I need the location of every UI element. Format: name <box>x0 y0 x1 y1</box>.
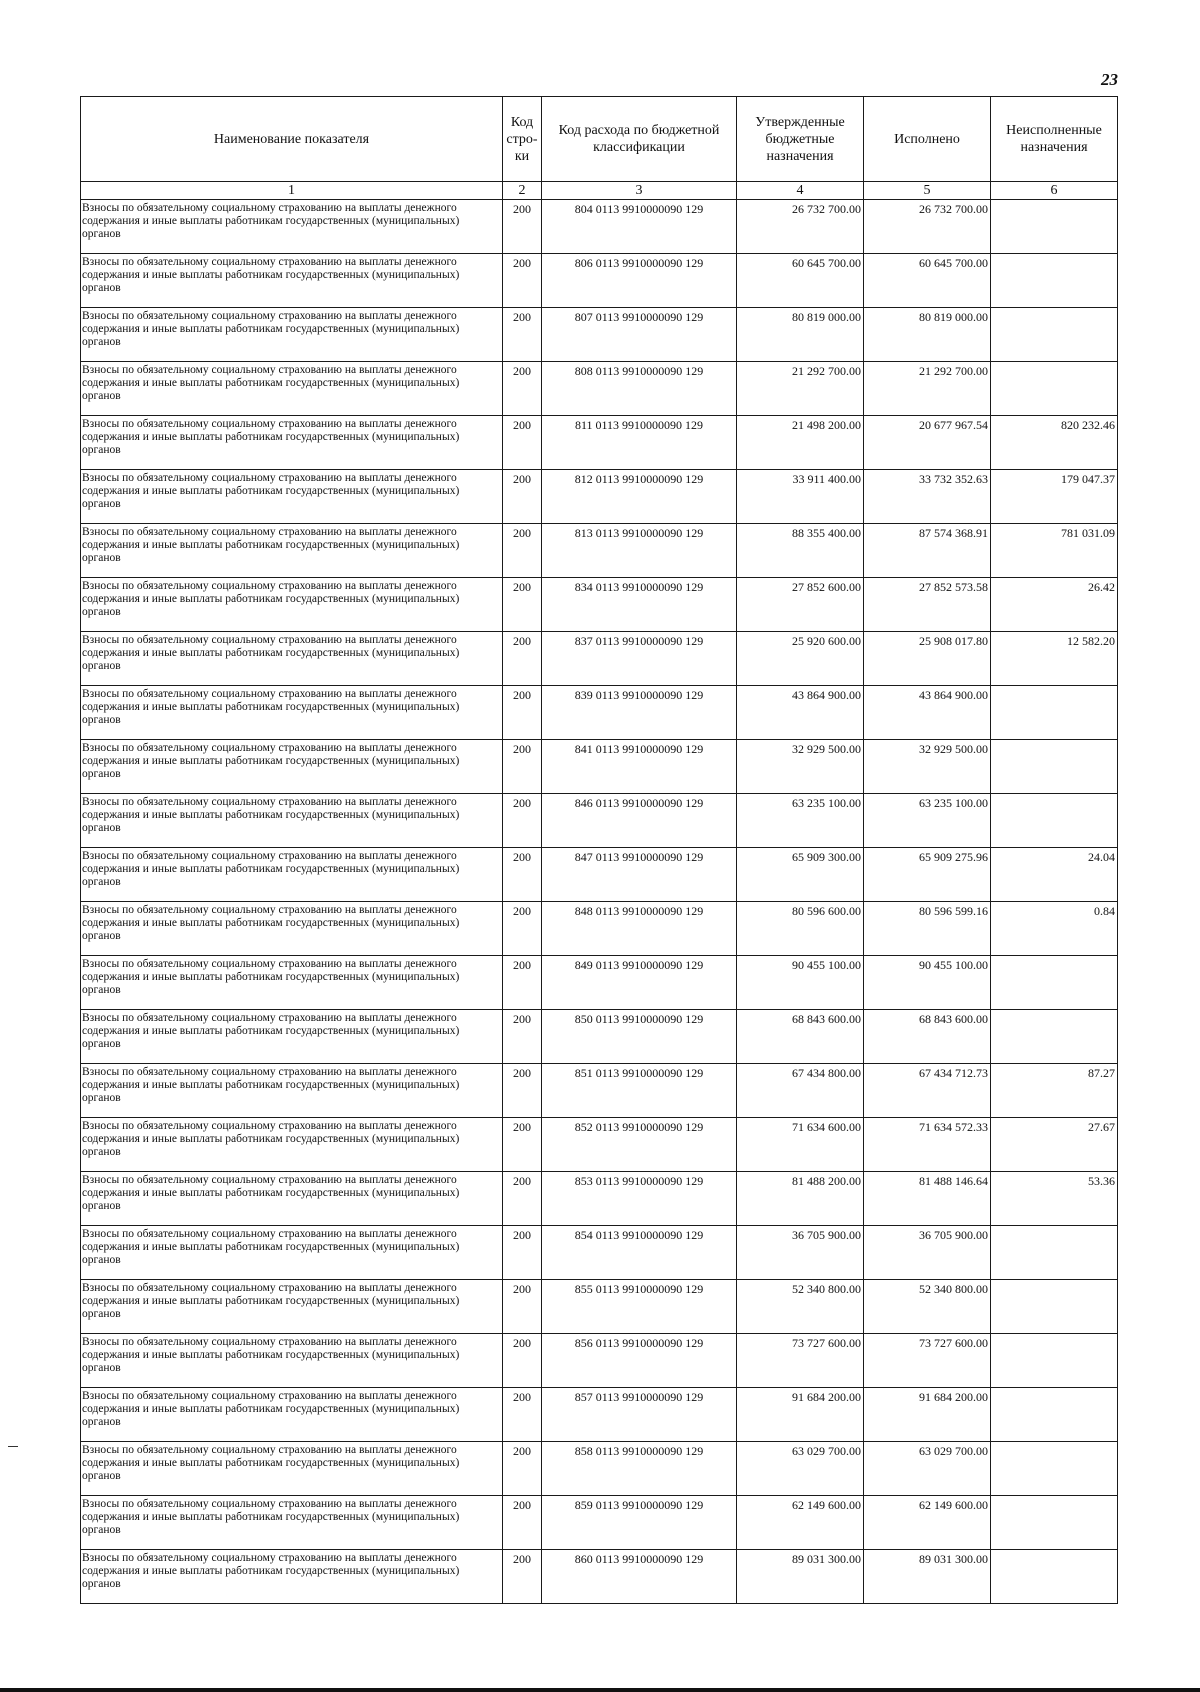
row-expense-code: 857 0113 9910000090 129 <box>542 1388 737 1442</box>
row-expense-code: 848 0113 9910000090 129 <box>542 902 737 956</box>
row-approved-amount: 43 864 900.00 <box>737 686 864 740</box>
table-row <box>81 1550 1118 1604</box>
row-indicator-name: Взносы по обязательному социальному страхованию на выплаты денежного содержания и иные выплаты работникам государственных (муниципальных) органов <box>81 578 503 632</box>
row-approved-amount: 89 031 300.00 <box>737 1550 864 1604</box>
row-expense-code: 854 0113 9910000090 129 <box>542 1226 737 1280</box>
header-approved: Утвержденные бюджетные назначения <box>737 97 864 182</box>
table-row <box>81 362 1118 416</box>
row-executed-amount: 80 819 000.00 <box>864 308 991 362</box>
row-approved-amount: 25 920 600.00 <box>737 632 864 686</box>
page-number: 23 <box>1101 70 1118 89</box>
column-number: 1 <box>81 182 503 200</box>
row-executed-amount: 60 645 700.00 <box>864 254 991 308</box>
row-expense-code: 851 0113 9910000090 129 <box>542 1064 737 1118</box>
table-body <box>81 200 1118 1604</box>
row-unexecuted-amount <box>991 362 1118 416</box>
row-line-code: 200 <box>503 686 542 740</box>
row-approved-amount: 68 843 600.00 <box>737 1010 864 1064</box>
row-approved-amount: 21 498 200.00 <box>737 416 864 470</box>
row-approved-amount: 32 929 500.00 <box>737 740 864 794</box>
row-executed-amount: 43 864 900.00 <box>864 686 991 740</box>
row-expense-code: 808 0113 9910000090 129 <box>542 362 737 416</box>
table-row <box>81 794 1118 848</box>
row-unexecuted-amount: 27.67 <box>991 1118 1118 1172</box>
row-expense-code: 804 0113 9910000090 129 <box>542 200 737 254</box>
row-line-code: 200 <box>503 902 542 956</box>
row-unexecuted-amount <box>991 956 1118 1010</box>
table-row <box>81 956 1118 1010</box>
row-indicator-name: Взносы по обязательному социальному страхованию на выплаты денежного содержания и иные выплаты работникам государственных (муниципальных) органов <box>81 1118 503 1172</box>
row-unexecuted-amount: 53.36 <box>991 1172 1118 1226</box>
table-row <box>81 1010 1118 1064</box>
row-line-code: 200 <box>503 524 542 578</box>
row-unexecuted-amount <box>991 1010 1118 1064</box>
row-indicator-name: Взносы по обязательному социальному страхованию на выплаты денежного содержания и иные выплаты работникам государственных (муниципальных) органов <box>81 1226 503 1280</box>
column-number: 3 <box>542 182 737 200</box>
row-approved-amount: 90 455 100.00 <box>737 956 864 1010</box>
row-expense-code: 856 0113 9910000090 129 <box>542 1334 737 1388</box>
row-unexecuted-amount <box>991 254 1118 308</box>
row-expense-code: 813 0113 9910000090 129 <box>542 524 737 578</box>
row-unexecuted-amount <box>991 1550 1118 1604</box>
table-row <box>81 1442 1118 1496</box>
row-executed-amount: 63 029 700.00 <box>864 1442 991 1496</box>
row-indicator-name: Взносы по обязательному социальному страхованию на выплаты денежного содержания и иные выплаты работникам государственных (муниципальных) органов <box>81 308 503 362</box>
row-expense-code: 839 0113 9910000090 129 <box>542 686 737 740</box>
header-unexecuted: Неисполненные назначения <box>991 97 1118 182</box>
table-row <box>81 524 1118 578</box>
row-expense-code: 811 0113 9910000090 129 <box>542 416 737 470</box>
row-expense-code: 847 0113 9910000090 129 <box>542 848 737 902</box>
row-line-code: 200 <box>503 956 542 1010</box>
table-row <box>81 578 1118 632</box>
row-line-code: 200 <box>503 1010 542 1064</box>
row-unexecuted-amount: 179 047.37 <box>991 470 1118 524</box>
row-indicator-name: Взносы по обязательному социальному страхованию на выплаты денежного содержания и иные выплаты работникам государственных (муниципальных) органов <box>81 1550 503 1604</box>
row-approved-amount: 81 488 200.00 <box>737 1172 864 1226</box>
row-unexecuted-amount: 781 031.09 <box>991 524 1118 578</box>
row-executed-amount: 36 705 900.00 <box>864 1226 991 1280</box>
row-approved-amount: 63 029 700.00 <box>737 1442 864 1496</box>
row-line-code: 200 <box>503 1496 542 1550</box>
row-executed-amount: 80 596 599.16 <box>864 902 991 956</box>
row-approved-amount: 26 732 700.00 <box>737 200 864 254</box>
row-indicator-name: Взносы по обязательному социальному страхованию на выплаты денежного содержания и иные выплаты работникам государственных (муниципальных) органов <box>81 200 503 254</box>
table-row <box>81 470 1118 524</box>
row-indicator-name: Взносы по обязательному социальному страхованию на выплаты денежного содержания и иные выплаты работникам государственных (муниципальных) органов <box>81 1334 503 1388</box>
row-indicator-name: Взносы по обязательному социальному страхованию на выплаты денежного содержания и иные выплаты работникам государственных (муниципальных) органов <box>81 1010 503 1064</box>
row-expense-code: 846 0113 9910000090 129 <box>542 794 737 848</box>
table-row <box>81 416 1118 470</box>
row-unexecuted-amount <box>991 1442 1118 1496</box>
row-indicator-name: Взносы по обязательному социальному страхованию на выплаты денежного содержания и иные выплаты работникам государственных (муниципальных) органов <box>81 848 503 902</box>
row-approved-amount: 63 235 100.00 <box>737 794 864 848</box>
row-line-code: 200 <box>503 1550 542 1604</box>
row-indicator-name: Взносы по обязательному социальному страхованию на выплаты денежного содержания и иные выплаты работникам государственных (муниципальных) органов <box>81 686 503 740</box>
row-approved-amount: 80 596 600.00 <box>737 902 864 956</box>
row-unexecuted-amount <box>991 200 1118 254</box>
column-number: 2 <box>503 182 542 200</box>
row-executed-amount: 89 031 300.00 <box>864 1550 991 1604</box>
header-executed: Исполнено <box>864 97 991 182</box>
row-indicator-name: Взносы по обязательному социальному страхованию на выплаты денежного содержания и иные выплаты работникам государственных (муниципальных) органов <box>81 794 503 848</box>
table-row <box>81 1496 1118 1550</box>
row-executed-amount: 27 852 573.58 <box>864 578 991 632</box>
row-executed-amount: 87 574 368.91 <box>864 524 991 578</box>
row-line-code: 200 <box>503 1388 542 1442</box>
row-approved-amount: 21 292 700.00 <box>737 362 864 416</box>
row-approved-amount: 60 645 700.00 <box>737 254 864 308</box>
row-executed-amount: 52 340 800.00 <box>864 1280 991 1334</box>
row-line-code: 200 <box>503 254 542 308</box>
row-executed-amount: 67 434 712.73 <box>864 1064 991 1118</box>
row-executed-amount: 33 732 352.63 <box>864 470 991 524</box>
table-row <box>81 1226 1118 1280</box>
row-executed-amount: 62 149 600.00 <box>864 1496 991 1550</box>
row-line-code: 200 <box>503 362 542 416</box>
row-expense-code: 850 0113 9910000090 129 <box>542 1010 737 1064</box>
row-indicator-name: Взносы по обязательному социальному страхованию на выплаты денежного содержания и иные выплаты работникам государственных (муниципальных) органов <box>81 254 503 308</box>
row-unexecuted-amount: 24.04 <box>991 848 1118 902</box>
row-line-code: 200 <box>503 200 542 254</box>
row-indicator-name: Взносы по обязательному социальному страхованию на выплаты денежного содержания и иные выплаты работникам государственных (муниципальных) органов <box>81 524 503 578</box>
row-line-code: 200 <box>503 1442 542 1496</box>
row-line-code: 200 <box>503 794 542 848</box>
scan-mark <box>8 1446 18 1447</box>
row-executed-amount: 71 634 572.33 <box>864 1118 991 1172</box>
row-expense-code: 834 0113 9910000090 129 <box>542 578 737 632</box>
row-indicator-name: Взносы по обязательному социальному страхованию на выплаты денежного содержания и иные выплаты работникам государственных (муниципальных) органов <box>81 1172 503 1226</box>
table-row <box>81 308 1118 362</box>
row-line-code: 200 <box>503 740 542 794</box>
table-row <box>81 686 1118 740</box>
row-expense-code: 853 0113 9910000090 129 <box>542 1172 737 1226</box>
row-unexecuted-amount <box>991 1226 1118 1280</box>
row-unexecuted-amount <box>991 740 1118 794</box>
row-executed-amount: 21 292 700.00 <box>864 362 991 416</box>
row-approved-amount: 67 434 800.00 <box>737 1064 864 1118</box>
column-number: 5 <box>864 182 991 200</box>
row-expense-code: 837 0113 9910000090 129 <box>542 632 737 686</box>
row-approved-amount: 65 909 300.00 <box>737 848 864 902</box>
row-indicator-name: Взносы по обязательному социальному страхованию на выплаты денежного содержания и иные выплаты работникам государственных (муниципальных) органов <box>81 416 503 470</box>
row-unexecuted-amount: 87.27 <box>991 1064 1118 1118</box>
budget-execution-table <box>80 96 1118 1604</box>
table-row <box>81 740 1118 794</box>
row-expense-code: 807 0113 9910000090 129 <box>542 308 737 362</box>
table-row <box>81 200 1118 254</box>
table-row <box>81 1172 1118 1226</box>
row-approved-amount: 71 634 600.00 <box>737 1118 864 1172</box>
column-number: 4 <box>737 182 864 200</box>
column-number-row <box>81 182 1118 200</box>
row-indicator-name: Взносы по обязательному социальному страхованию на выплаты денежного содержания и иные выплаты работникам государственных (муниципальных) органов <box>81 1388 503 1442</box>
row-unexecuted-amount <box>991 1496 1118 1550</box>
row-executed-amount: 81 488 146.64 <box>864 1172 991 1226</box>
row-line-code: 200 <box>503 1064 542 1118</box>
row-indicator-name: Взносы по обязательному социальному страхованию на выплаты денежного содержания и иные выплаты работникам государственных (муниципальных) органов <box>81 470 503 524</box>
row-unexecuted-amount <box>991 308 1118 362</box>
row-line-code: 200 <box>503 1118 542 1172</box>
row-expense-code: 849 0113 9910000090 129 <box>542 956 737 1010</box>
row-indicator-name: Взносы по обязательному социальному страхованию на выплаты денежного содержания и иные выплаты работникам государственных (муниципальных) органов <box>81 632 503 686</box>
table-row <box>81 1334 1118 1388</box>
row-expense-code: 806 0113 9910000090 129 <box>542 254 737 308</box>
row-approved-amount: 62 149 600.00 <box>737 1496 864 1550</box>
row-unexecuted-amount <box>991 794 1118 848</box>
row-unexecuted-amount <box>991 686 1118 740</box>
row-approved-amount: 80 819 000.00 <box>737 308 864 362</box>
row-executed-amount: 20 677 967.54 <box>864 416 991 470</box>
header-expense-code: Код расхода по бюджетной классификации <box>542 97 737 182</box>
row-executed-amount: 91 684 200.00 <box>864 1388 991 1442</box>
column-number: 6 <box>991 182 1118 200</box>
row-executed-amount: 73 727 600.00 <box>864 1334 991 1388</box>
row-executed-amount: 63 235 100.00 <box>864 794 991 848</box>
row-approved-amount: 52 340 800.00 <box>737 1280 864 1334</box>
row-expense-code: 852 0113 9910000090 129 <box>542 1118 737 1172</box>
row-line-code: 200 <box>503 1334 542 1388</box>
row-executed-amount: 32 929 500.00 <box>864 740 991 794</box>
table-row <box>81 632 1118 686</box>
row-line-code: 200 <box>503 416 542 470</box>
row-approved-amount: 91 684 200.00 <box>737 1388 864 1442</box>
row-indicator-name: Взносы по обязательному социальному страхованию на выплаты денежного содержания и иные выплаты работникам государственных (муниципальных) органов <box>81 1442 503 1496</box>
row-executed-amount: 26 732 700.00 <box>864 200 991 254</box>
row-line-code: 200 <box>503 1280 542 1334</box>
row-expense-code: 841 0113 9910000090 129 <box>542 740 737 794</box>
table-row <box>81 1388 1118 1442</box>
row-approved-amount: 36 705 900.00 <box>737 1226 864 1280</box>
row-executed-amount: 25 908 017.80 <box>864 632 991 686</box>
row-approved-amount: 27 852 600.00 <box>737 578 864 632</box>
row-expense-code: 860 0113 9910000090 129 <box>542 1550 737 1604</box>
row-approved-amount: 33 911 400.00 <box>737 470 864 524</box>
table-row <box>81 1118 1118 1172</box>
row-line-code: 200 <box>503 1172 542 1226</box>
table-row <box>81 848 1118 902</box>
row-indicator-name: Взносы по обязательному социальному страхованию на выплаты денежного содержания и иные выплаты работникам государственных (муниципальных) органов <box>81 902 503 956</box>
table-row <box>81 254 1118 308</box>
row-approved-amount: 88 355 400.00 <box>737 524 864 578</box>
table-row <box>81 1064 1118 1118</box>
row-executed-amount: 68 843 600.00 <box>864 1010 991 1064</box>
row-line-code: 200 <box>503 308 542 362</box>
row-expense-code: 812 0113 9910000090 129 <box>542 470 737 524</box>
row-expense-code: 858 0113 9910000090 129 <box>542 1442 737 1496</box>
row-indicator-name: Взносы по обязательному социальному страхованию на выплаты денежного содержания и иные выплаты работникам государственных (муниципальных) органов <box>81 1496 503 1550</box>
row-unexecuted-amount: 0.84 <box>991 902 1118 956</box>
row-line-code: 200 <box>503 1226 542 1280</box>
header-row <box>81 97 1118 182</box>
row-unexecuted-amount <box>991 1388 1118 1442</box>
row-unexecuted-amount: 820 232.46 <box>991 416 1118 470</box>
row-line-code: 200 <box>503 848 542 902</box>
row-indicator-name: Взносы по обязательному социальному страхованию на выплаты денежного содержания и иные выплаты работникам государственных (муниципальных) органов <box>81 740 503 794</box>
header-line-code: Код стро-ки <box>503 97 542 182</box>
row-line-code: 200 <box>503 578 542 632</box>
row-expense-code: 859 0113 9910000090 129 <box>542 1496 737 1550</box>
row-approved-amount: 73 727 600.00 <box>737 1334 864 1388</box>
row-line-code: 200 <box>503 470 542 524</box>
row-indicator-name: Взносы по обязательному социальному страхованию на выплаты денежного содержания и иные выплаты работникам государственных (муниципальных) органов <box>81 1280 503 1334</box>
table-row <box>81 902 1118 956</box>
row-indicator-name: Взносы по обязательному социальному страхованию на выплаты денежного содержания и иные выплаты работникам государственных (муниципальных) органов <box>81 362 503 416</box>
header-indicator-name: Наименование показателя <box>81 97 503 182</box>
scan-bottom-edge <box>0 1688 1200 1692</box>
row-executed-amount: 90 455 100.00 <box>864 956 991 1010</box>
row-line-code: 200 <box>503 632 542 686</box>
row-expense-code: 855 0113 9910000090 129 <box>542 1280 737 1334</box>
row-indicator-name: Взносы по обязательному социальному страхованию на выплаты денежного содержания и иные выплаты работникам государственных (муниципальных) органов <box>81 956 503 1010</box>
row-indicator-name: Взносы по обязательному социальному страхованию на выплаты денежного содержания и иные выплаты работникам государственных (муниципальных) органов <box>81 1064 503 1118</box>
table-row <box>81 1280 1118 1334</box>
row-unexecuted-amount <box>991 1334 1118 1388</box>
row-unexecuted-amount: 26.42 <box>991 578 1118 632</box>
row-unexecuted-amount <box>991 1280 1118 1334</box>
row-executed-amount: 65 909 275.96 <box>864 848 991 902</box>
row-unexecuted-amount: 12 582.20 <box>991 632 1118 686</box>
